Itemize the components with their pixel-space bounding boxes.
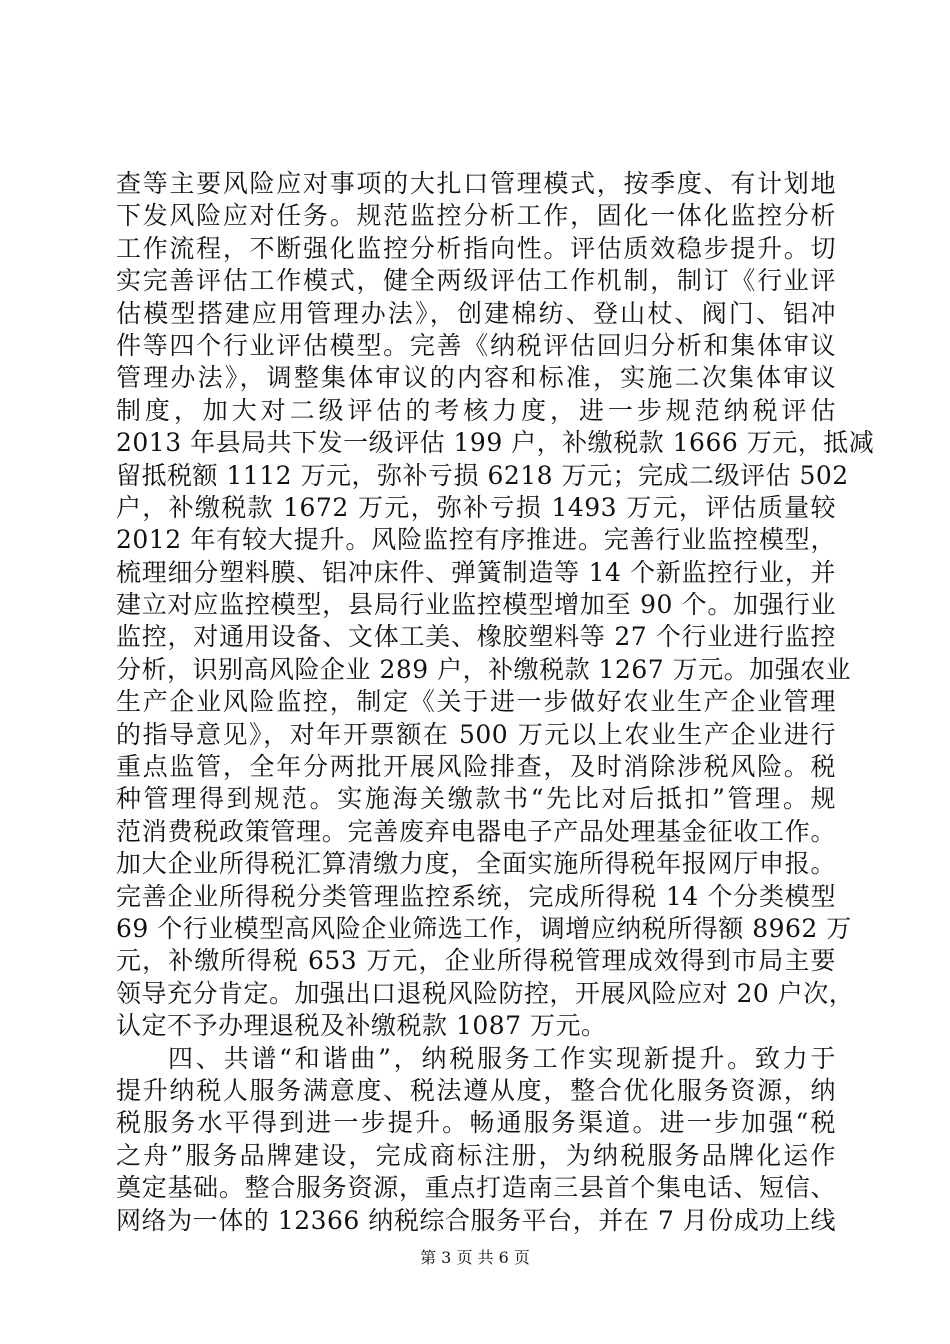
text-line: 件等四个行业评估模型。完善《纳税评估回归分析和集体审议 xyxy=(116,330,836,360)
text-line: 梳理细分塑料膜、铝冲床件、弹簧制造等 14 个新监控行业，并 xyxy=(116,557,836,587)
text-line: 监控，对通用设备、文体工美、橡胶塑料等 27 个行业进行监控 xyxy=(116,622,836,652)
text-line: 元，补缴所得税 653 万元，企业所得税管理成效得到市局主要 xyxy=(116,946,836,976)
text-line: 户，补缴税款 1672 万元，弥补亏损 1493 万元，评估质量较 xyxy=(116,492,836,522)
text-line: 认定不予办理退税及补缴税款 1087 万元。 xyxy=(116,1011,607,1041)
body-text xyxy=(116,168,875,1237)
text-line: 完善企业所得税分类管理监控系统，完成所得税 14 个分类模型 xyxy=(116,881,836,911)
text-line: 2012 年有较大提升。风险监控有序推进。完善行业监控模型， xyxy=(116,525,836,555)
text-line: 领导充分肯定。加强出口退税风险防控，开展风险应对 20 户次， xyxy=(116,978,855,1008)
text-line: 重点监管，全年分两批开展风险排查，及时消除涉税风险。税 xyxy=(116,752,836,782)
page-number-footer: 第 3 页 共 6 页 xyxy=(420,1248,530,1267)
text-line: 提升纳税人服务满意度、税法遵从度，整合优化服务资源，纳 xyxy=(116,1075,836,1105)
text-line: 下发风险应对任务。规范监控分析工作，固化一体化监控分析 xyxy=(116,201,836,231)
text-line: 的指导意见》，对年开票额在 500 万元以上农业生产企业进行 xyxy=(116,719,836,749)
text-line: 网络为一体的 12366 纳税综合服务平台，并在 7 月份成功上线 xyxy=(116,1205,836,1235)
text-line: 2013 年县局共下发一级评估 199 户，补缴税款 1666 万元，抵减 xyxy=(116,428,875,458)
text-line: 加大企业所得税汇算清缴力度，全面实施所得税年报网厅申报。 xyxy=(116,849,836,879)
text-line: 范消费税政策管理。完善废弃电器电子产品处理基金征收工作。 xyxy=(116,816,836,846)
text-line: 工作流程，不断强化监控分析指向性。评估质效稳步提升。切 xyxy=(116,233,836,263)
text-line: 估模型搭建应用管理办法》，创建棉纺、登山杖、阀门、铝冲 xyxy=(116,298,836,328)
text-line: 之舟”服务品牌建设，完成商标注册，为纳税服务品牌化运作 xyxy=(116,1140,836,1170)
text-line: 种管理得到规范。实施海关缴款书“先比对后抵扣”管理。规 xyxy=(116,784,836,814)
text-line: 生产企业风险监控，制定《关于进一步做好农业生产企业管理 xyxy=(116,687,836,717)
text-line: 制度，加大对二级评估的考核力度，进一步规范纳税评估 xyxy=(116,395,836,425)
text-line: 建立对应监控模型，县局行业监控模型增加至 90 个。加强行业 xyxy=(116,590,836,620)
text-line: 奠定基础。整合服务资源，重点打造南三县首个集电话、短信、 xyxy=(116,1173,836,1203)
text-line: 分析，识别高风险企业 289 户，补缴税款 1267 万元。加强农业 xyxy=(116,654,852,684)
text-line: 查等主要风险应对事项的大扎口管理模式，按季度、有计划地 xyxy=(116,169,836,198)
text-line: 留抵税额 1112 万元，弥补亏损 6218 万元；完成二级评估 502 xyxy=(116,460,849,490)
text-line: 69 个行业模型高风险企业筛选工作，调增应纳税所得额 8962 万 xyxy=(116,913,852,943)
text-line: 管理办法》，调整集体审议的内容和标准，实施二次集体审议 xyxy=(116,363,836,393)
text-line: 实完善评估工作模式，健全两级评估工作机制，制订《行业评 xyxy=(116,266,836,296)
paragraph-start-line: 四、共谱“和谐曲”，纳税服务工作实现新提升。致力于 xyxy=(168,1043,836,1073)
text-line: 税服务水平得到进一步提升。畅通服务渠道。进一步加强“税 xyxy=(116,1108,836,1138)
